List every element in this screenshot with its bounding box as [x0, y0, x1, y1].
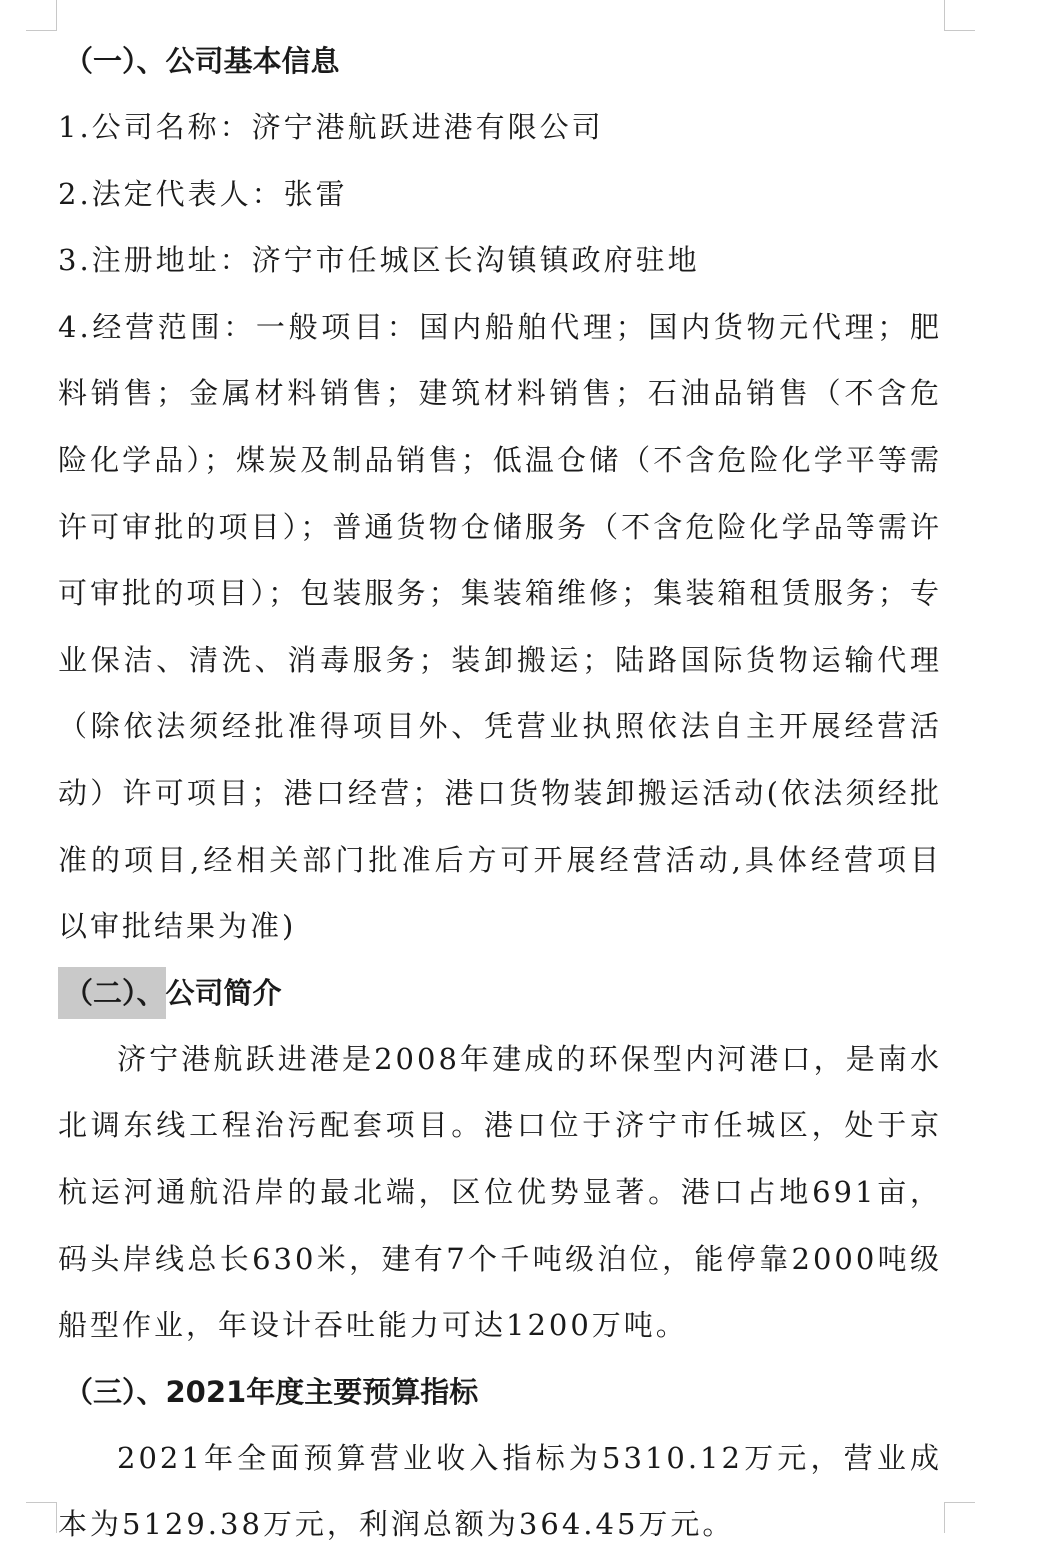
crop-mark-bottom-right: [944, 1502, 975, 1533]
crop-mark-top-right: [944, 0, 975, 31]
company-profile-paragraph: 济宁港航跃进港是2008年建成的环保型内河港口，是南水北调东线工程治污配套项目。港口位于济宁市任城区，处于京杭运河通航沿岸的最北端，区位优势显著。港口占地691亩，码头岸线总长630米，建有7个千吨级泊位，能停靠2000吨级船型作业，年设计吞吐能力可达1200万吨。: [58, 1041, 942, 1343]
section-heading-company-profile: [64, 960, 942, 1026]
crop-mark-top-left: [26, 0, 57, 31]
section-heading-basic-info: （一）、公司基本信息: [64, 44, 340, 78]
business-scope-paragraph: 4.经营范围：一般项目：国内船舶代理；国内货物元代理；肥料销售；金属材料销售；建筑材料销售；石油品销售（不含危险化学品）；煤炭及制品销售；低温仓储（不含危险化学平等需许可审批的项目）；普通货物仓储服务（不含危险化学品等需许可审批的项目）；包装服务；集装箱维修；集装箱租赁服务；专业保洁、清洗、消毒服务；装卸搬运；陆路国际货物运输代理（除依法须经批准得项目外、凭营业执照依法自主开展经营活动）许可项目；港口经营；港口货物装卸搬运活动(依法须经批准的项目,经相关部门批准后方可开展经营活动,具体经营项目以审批结果为准): [58, 309, 942, 944]
section-heading-budget: （三）、2021年度主要预算指标: [64, 1374, 479, 1409]
registered-address-line: 3.注册地址：济宁市任城区长沟镇镇政府驻地: [58, 243, 700, 278]
heading-text: 公司简介: [165, 975, 282, 1010]
crop-mark-bottom-left: [26, 1502, 57, 1533]
company-name-line: 1.公司名称：济宁港航跃进港有限公司: [58, 110, 604, 144]
legal-representative-line: 2.法定代表人：张雷: [58, 176, 348, 211]
budget-paragraph: 2021年全面预算营业收入指标为5310.12万元，营业成本为5129.38万元，利润总额为364.45万元。: [58, 1440, 942, 1542]
heading-highlight: （二）、: [58, 967, 166, 1019]
document-body: [58, 28, 942, 1558]
